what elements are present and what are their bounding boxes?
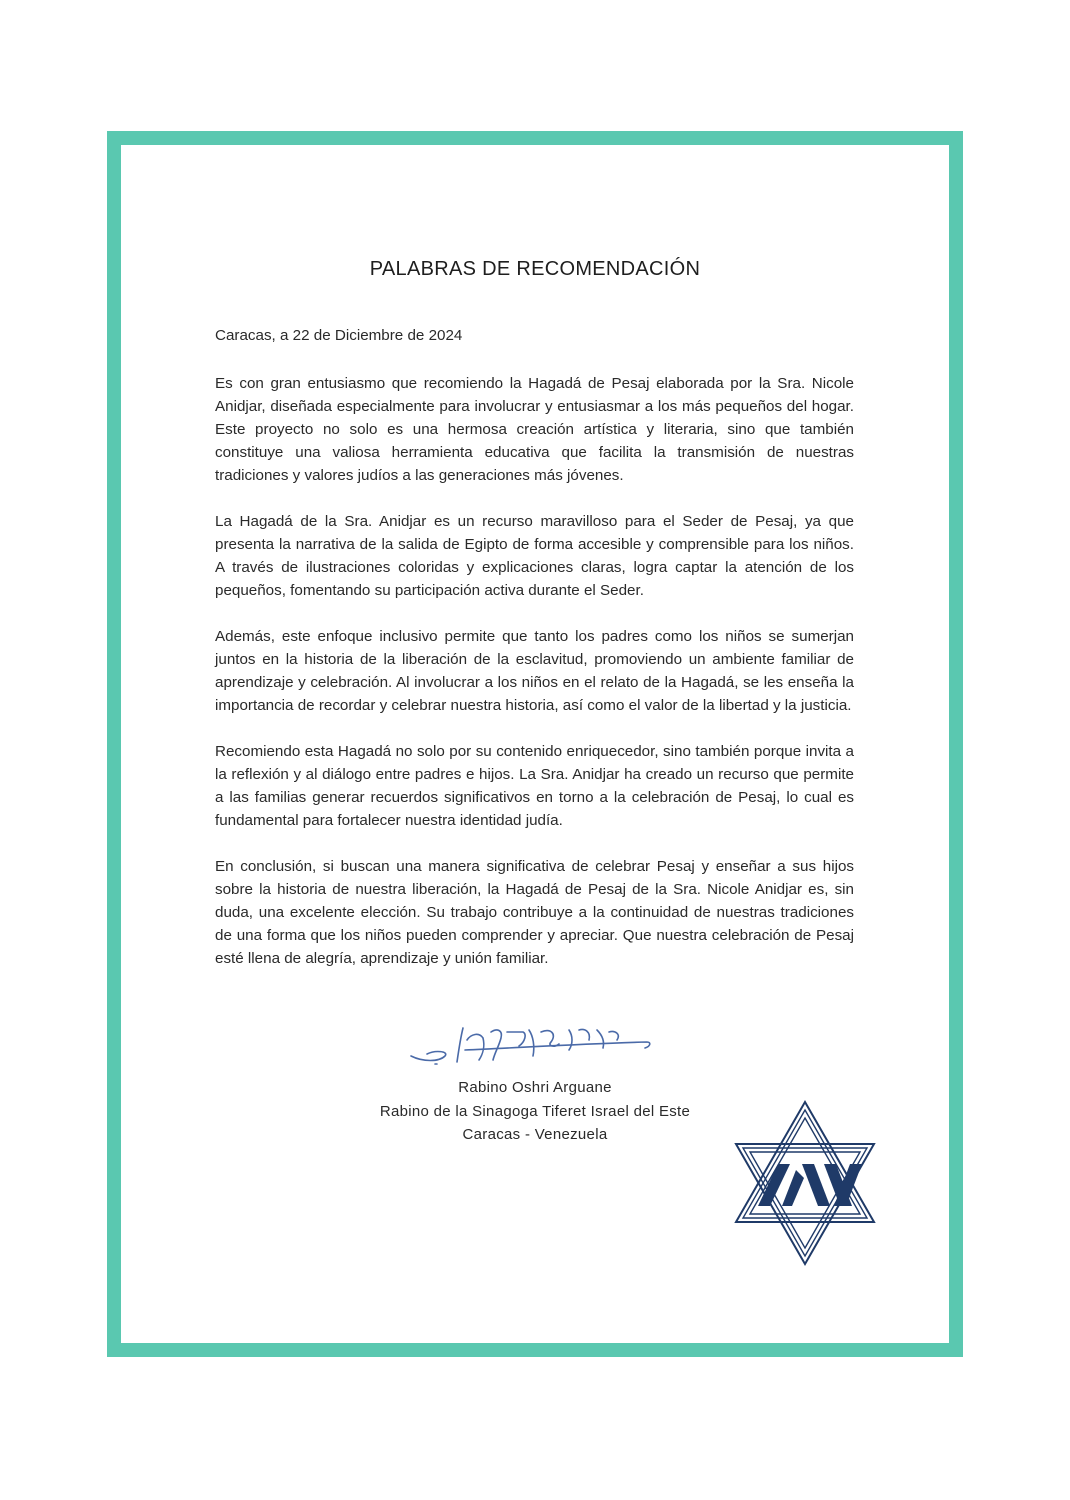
page-title: PALABRAS DE RECOMENDACIÓN: [369, 258, 701, 280]
signer-location: Caracas - Venezuela: [462, 1126, 608, 1143]
paragraph-1: Es con gran entusiasmo que recomiendo la Hagadá de Pesaj elaborada por la Sra. Nicole Anidjar, diseñada especialmente para involucrar y entusiasmar a los más pequeños del hogar. Este proyecto no solo es una hermosa creación artística y literaria, sino que también constituye una valiosa herramienta educativa que facilita la transmisión de nuestras tradiciones y valores judíos a las generaciones más jóvenes.: [215, 375, 854, 484]
paragraph-5: En conclusión, si buscan una manera significativa de celebrar Pesaj y enseñar a sus hijos sobre la historia de nuestra liberación, la Hagadá de Pesaj de la Sra. Nicole Anidjar es, sin duda, una excelente elección. Su trabajo contribuye a la continuidad de nuestras tradiciones de una forma que los niños pueden comprender y apreciar. Que nuestra celebración de Pesaj esté llena de alegría, aprendizaje y unión familiar.: [215, 858, 854, 967]
signer-position: Rabino de la Sinagoga Tiferet Israel del Este: [379, 1102, 691, 1120]
letter-body: [215, 324, 854, 993]
dateline: Caracas, a 22 de Diciembre de 2024: [215, 327, 463, 344]
star-of-david-logo-icon: [730, 1098, 880, 1268]
paragraph-3: Además, este enfoque inclusivo permite que tanto los padres como los niños se sumerjan juntos en la historia de la liberación de la esclavitud, promoviendo un ambiente familiar de aprendizaje y celebración. Al involucrar a los niños en el relato de la Hagadá, se les enseña la importancia de recordar y celebrar nuestra historia, así como el valor de la libertad y la justicia.: [215, 628, 854, 714]
handwritten-signature: [405, 1018, 655, 1073]
signature-block: [330, 1076, 740, 1147]
signer-name: Rabino Oshri Arguane: [458, 1079, 612, 1096]
paragraph-2: La Hagadá de la Sra. Anidjar es un recurso maravilloso para el Seder de Pesaj, ya que presenta la narrativa de la salida de Egipto de forma accesible y comprensible para los niños. A través de ilustraciones coloridas y explicaciones claras, logra captar la atención de los pequeños, fomentando su participación activa durante el Seder.: [215, 513, 854, 599]
paragraph-4: Recomiendo esta Hagadá no solo por su contenido enriquecedor, sino también porque invita a la reflexión y al diálogo entre padres e hijos. La Sra. Anidjar ha creado un recurso que permite a las familias generar recuerdos significativos en torno a la celebración de Pesaj, lo cual es fundamental para fortalecer nuestra identidad judía.: [215, 743, 854, 829]
